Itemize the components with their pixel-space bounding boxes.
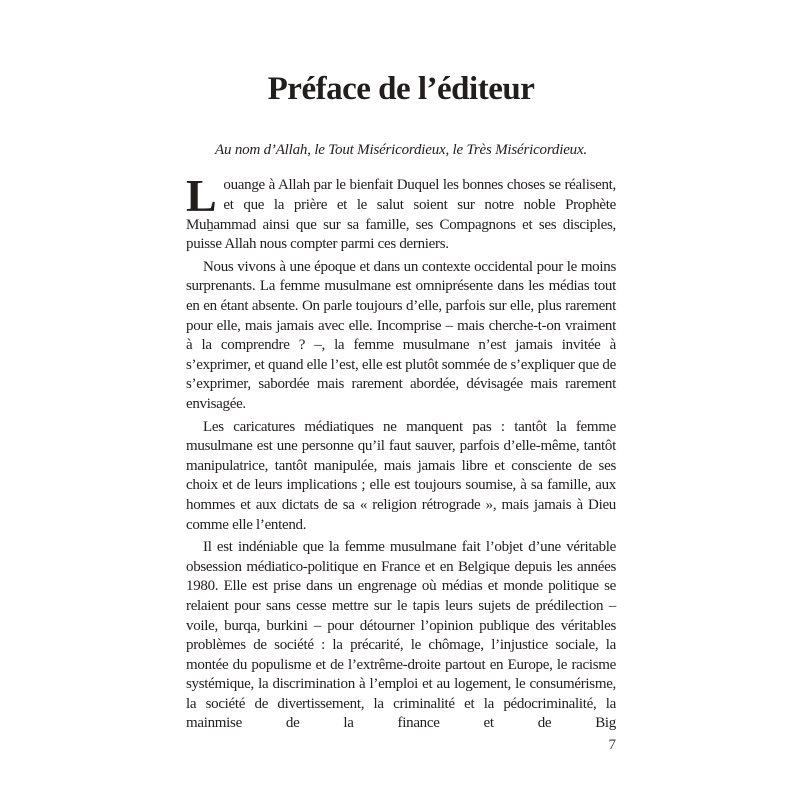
drop-cap: L: [186, 170, 217, 222]
page-number: 7: [608, 737, 616, 753]
paragraph: Nous vivons à une époque et dans un contexte occidental pour le moins surprenants. La femme musulmane est omniprésente dans les médias tout en en étant absente. On parle toujours d’elle, parfois sur elle, plus rarement pour elle, mais jamais avec elle. Incomprise – mais cherche-t-on vraiment à la comprendre ? –, la femme musulmane n’est jamais invitée à s’exprimer, et quand elle l’est, elle est plutôt sommée de s’expliquer que de s’exprimer, sabordée mais rarement abordée, dévisagée mais rarement envisagée.: [186, 258, 616, 412]
basmala-line: Au nom d’Allah, le Tout Miséricordieux, le Très Miséricordieux.: [215, 141, 587, 158]
page-title: Préface de l’éditeur: [267, 71, 535, 107]
paragraph-text: ouange à Allah par le bienfait Duquel les bonnes choses se réalisent, et que la prière et le salut soient sur notre noble Prophète Muẖammad ainsi que sur sa famille, ses Compagnons et ses disciples, puisse Allah nous compter parmi ces derniers.: [186, 177, 616, 253]
paragraph: Il est indéniable que la femme musulmane fait l’objet d’une véritable obsession médiatico-politique en France et en Belgique depuis les années 1980. Elle est prise dans un engrenage où médias et monde politique se relaient pour sans cesse mettre sur le tapis leurs sujets de prédilection – voile, burqa, burkini – pour détourner l’opinion publique des véritables problèmes de société : la précarité, le chômage, l’injustice sociale, la montée du populisme et de l’extrême-droite partout en Europe, le racisme systémique, la discrimination à l’emploi et au logement, le consumérisme, la société de divertissement, la criminalité et la pédocriminalité, la mainmise de la finance et de Big: [186, 539, 616, 732]
paragraph: Les caricatures médiatiques ne manquent pas : tantôt la femme musulmane est une personne qu’il faut sauver, parfois d’elle-même, tantôt manipulatrice, tantôt manipulée, mais jamais libre et consciente de ses choix et de leurs implications ; elle est toujours soumise, à sa famille, aux hommes et aux dictats de sa « religion rétrograde », mais jamais à Dieu comme elle l’entend.: [186, 418, 616, 533]
text-block: [186, 70, 616, 737]
paragraph: [186, 170, 616, 254]
